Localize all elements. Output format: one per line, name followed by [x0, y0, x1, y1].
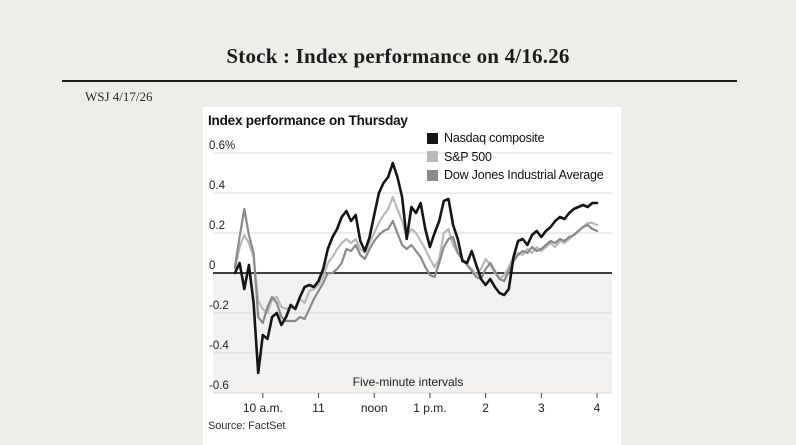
legend-label: Nasdaq composite — [444, 131, 545, 146]
y-tick-label: -0.6 — [209, 380, 229, 392]
chart-panel — [203, 107, 621, 445]
y-tick-label: 0.4 — [209, 180, 225, 192]
x-tick-label: 1 p.m. — [413, 401, 447, 415]
y-tick-label: 0.2 — [209, 220, 225, 232]
x-tick-label: noon — [360, 401, 388, 415]
x-tick-label: 3 — [537, 401, 545, 415]
x-tick-label: 11 — [312, 401, 325, 415]
x-axis-note: Five-minute intervals — [352, 375, 464, 389]
y-tick-label: 0.6% — [209, 140, 236, 152]
y-tick-label: -0.4 — [209, 340, 229, 352]
source-note: Source: FactSet — [208, 420, 286, 432]
sp500-swatch-icon — [427, 151, 438, 162]
page-title: Stock : Index performance on 4/16.26 — [226, 44, 570, 68]
y-tick-label: -0.2 — [209, 300, 229, 312]
chart-title: Index performance on Thursday — [208, 113, 408, 128]
x-tick-label: 2 — [482, 401, 489, 415]
x-tick-label: 10 a.m. — [242, 401, 283, 415]
nasdaq-swatch-icon — [427, 133, 438, 144]
legend-item-dow — [427, 166, 604, 185]
y-tick-label: 0 — [209, 260, 216, 272]
dow-swatch-icon — [427, 170, 438, 181]
x-tick-label: 4 — [593, 401, 601, 415]
byline: WSJ 4/17/26 — [85, 89, 153, 104]
header-rule — [62, 80, 737, 82]
chart-legend — [427, 129, 604, 185]
legend-item-nasdaq — [427, 129, 604, 148]
legend-label: Dow Jones Industrial Average — [444, 168, 604, 183]
legend-item-sp500 — [427, 148, 604, 167]
legend-label: S&P 500 — [444, 149, 492, 164]
